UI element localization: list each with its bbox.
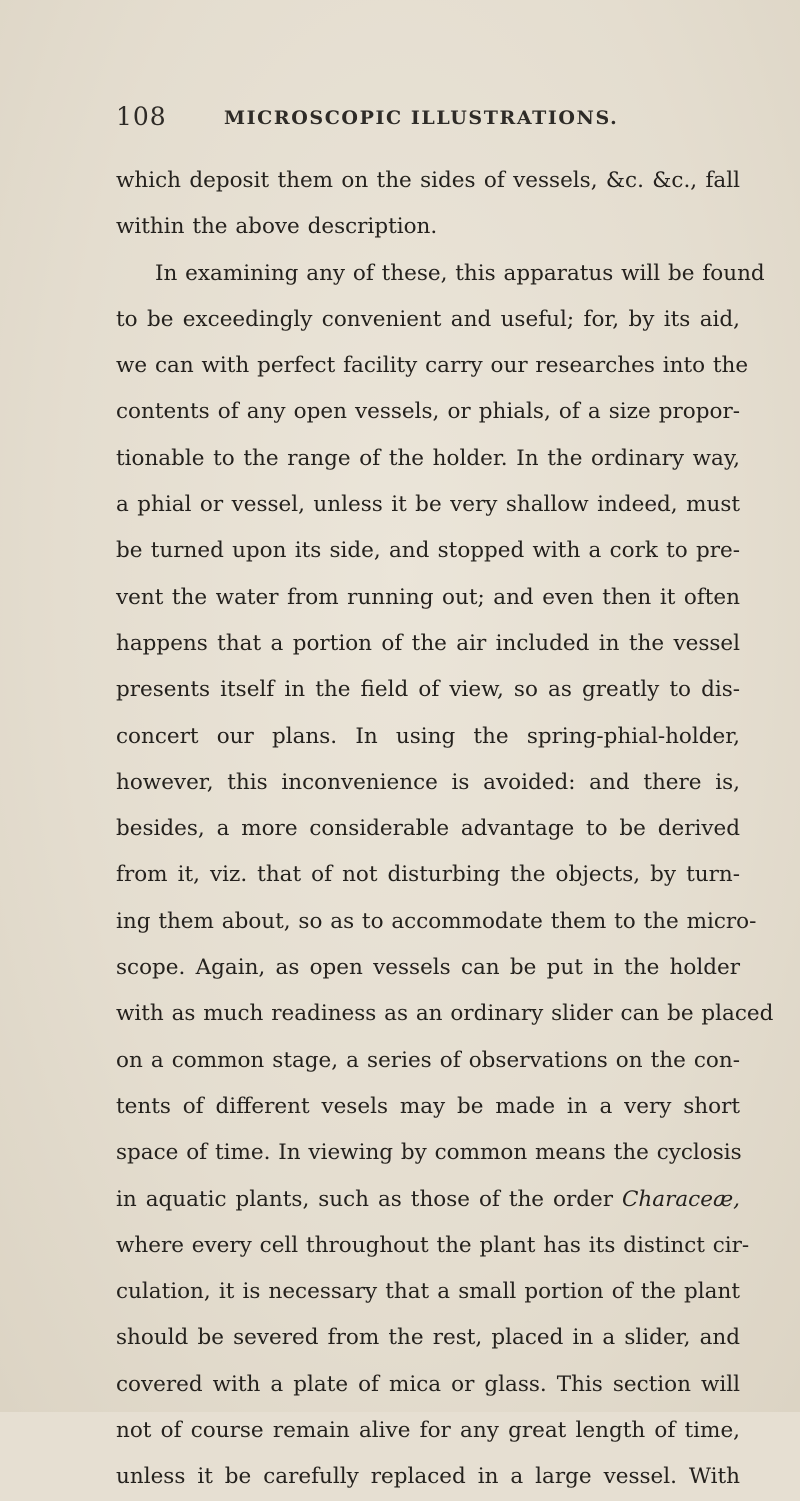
text-line: within the above description. xyxy=(116,214,438,240)
text-line: from it, viz. that of not disturbing the objects, by turn- xyxy=(116,862,740,888)
text-line: with as much readiness as an ordinary slider can be placed xyxy=(116,1001,774,1027)
text-line: where every cell throughout the plant has its distinct cir- xyxy=(116,1232,750,1258)
text-line: tents of different vesels may be made in a very short xyxy=(116,1093,740,1119)
text-line: scope. Again, as open vessels can be put in the holder xyxy=(116,955,740,981)
text-line: presents itself in the field of view, so as greatly to dis- xyxy=(116,677,740,703)
text-line: vent the water from running out; and even then it often xyxy=(116,584,740,610)
running-head xyxy=(116,102,736,136)
text-line: happens that a portion of the air included in the vessel xyxy=(116,630,740,656)
text-line: tionable to the range of the holder. In the ordinary way, xyxy=(116,445,740,471)
text-line: be turned upon its side, and stopped with a cork to pre- xyxy=(116,538,740,564)
running-title: MICROSCOPIC ILLUSTRATIONS. xyxy=(224,107,619,129)
text-line: covered with a plate of mica or glass. This section will xyxy=(116,1371,740,1397)
text-line: culation, it is necessary that a small portion of the plant xyxy=(116,1279,740,1305)
text-line: we can with perfect facility carry our researches into the xyxy=(116,353,749,379)
body-text xyxy=(116,158,774,1501)
text-line: ing them about, so as to accommodate them to the micro- xyxy=(116,908,757,934)
text-line: not of course remain alive for any great length of time, xyxy=(116,1418,740,1444)
page-number: 108 xyxy=(116,102,167,131)
text-line: however, this inconvenience is avoided: and there is, xyxy=(116,769,740,795)
text-line: concert our plans. In using the spring-phial-holder, xyxy=(116,723,740,749)
italic-term: Characeæ, xyxy=(621,1186,740,1212)
text-line: on a common stage, a series of observations on the con- xyxy=(116,1047,740,1073)
text-line: unless it be carefully replaced in a large vessel. With xyxy=(116,1464,740,1490)
text-line: should be severed from the rest, placed in a slider, and xyxy=(116,1325,740,1351)
text-line: a phial or vessel, unless it be very shallow indeed, must xyxy=(116,492,740,518)
text-line-with-italic xyxy=(116,1177,740,1223)
text-line: to be exceedingly convenient and useful; for, by its aid, xyxy=(116,306,740,332)
text-line: In examining any of these, this apparatus will be found xyxy=(155,260,765,286)
text-line: besides, a more considerable advantage to be derived xyxy=(116,816,740,842)
text-line: space of time. In viewing by common means the cyclosis xyxy=(116,1140,742,1166)
text-line: contents of any open vessels, or phials, of a size propor- xyxy=(116,399,740,425)
text-span: in aquatic plants, such as those of the order xyxy=(116,1186,613,1212)
text-line: which deposit them on the sides of vessels, &c. &c., fall xyxy=(116,168,740,193)
